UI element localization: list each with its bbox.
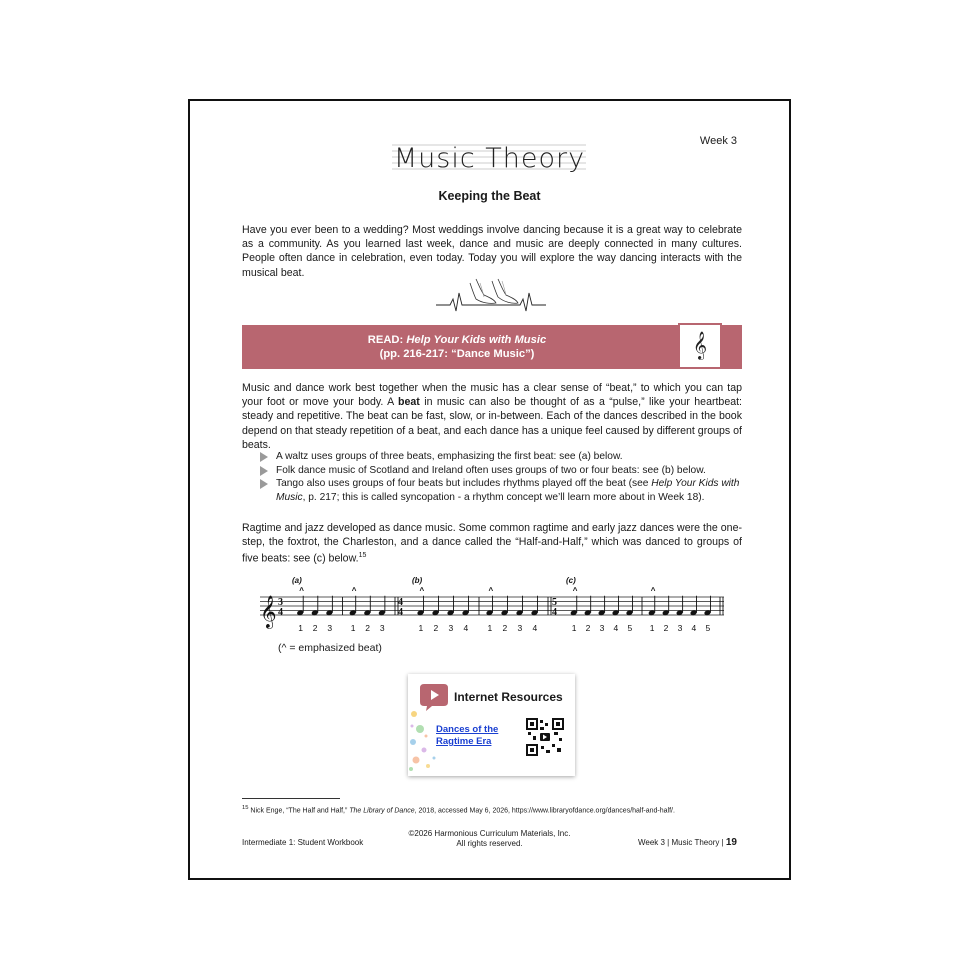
ragtime-paragraph — [242, 521, 742, 566]
time-signature-top: 5 — [552, 597, 557, 608]
time-signature-top: 3 — [278, 597, 283, 608]
resource-link-ragtime-dances[interactable] — [436, 724, 516, 748]
list-item-book-title: Help Your Kids with Music — [276, 478, 740, 503]
list-item — [260, 464, 744, 478]
treble-clef-icon: 𝄞 — [678, 323, 722, 369]
beat-number: 1 — [487, 623, 493, 633]
read-assignment-text — [242, 333, 672, 361]
resources-title: Internet Resources — [454, 690, 563, 704]
beat-number: 1 — [649, 623, 655, 633]
ragtime-paragraph-text: Ragtime and jazz developed as dance music. Some common ragtime and early jazz dances were the one-step, the foxtrot, the Charleston, and a dance called the “Half-and-Half,” which was danced to groups of five beats: see (c) below. — [242, 522, 742, 565]
footnote-divider — [242, 798, 340, 799]
beat-number: 3 — [327, 623, 333, 633]
notation-section-label: (a) — [292, 576, 302, 585]
list-item-text: A waltz uses groups of three beats, emphasizing the first beat: see (a) below. — [276, 451, 623, 462]
page-subtitle: Keeping the Beat — [438, 189, 541, 203]
treble-clef-icon: 𝄞 — [260, 595, 277, 628]
bullet-arrow-icon — [260, 479, 268, 489]
dancing-feet-illustration — [436, 277, 546, 319]
notation-section-label: (c) — [566, 576, 576, 585]
list-item-text: Folk dance music of Scotland and Ireland often uses groups of two or four beats: see (b) below. — [276, 464, 706, 476]
beat-number: 2 — [663, 623, 669, 633]
intro-paragraph: Have you ever been to a wedding? Most weddings involve dancing because it is a great way to celebrate as a community. As you learned last week, dance and music are deeply connected in many cultures. People often dance in celebration, even today. Today you will explore the way dancing interacts with the musical beat. — [242, 224, 742, 279]
beat-number: 4 — [532, 623, 538, 633]
accent-legend: (^ = emphasized beat) — [278, 642, 382, 654]
read-prefix: READ: — [367, 334, 407, 346]
time-signature-top: 4 — [398, 597, 403, 608]
rhythm-notation-staff — [258, 575, 728, 635]
footnote-author: Nick Enge, “The Half and Half,” — [248, 807, 350, 815]
page-title: Music Theory — [393, 143, 586, 174]
beat-number: 4 — [463, 623, 469, 633]
link-line-1[interactable]: Dances of the — [436, 724, 499, 735]
beat-number: 1 — [350, 623, 356, 633]
list-item-text-2: , p. 217; this is called syncopation - a rhythm concept we’ll learn more about in Week 18). — [302, 491, 705, 503]
time-signature-bottom: 4 — [552, 607, 557, 618]
beat-number: 5 — [705, 623, 711, 633]
accent-mark: ^ — [572, 586, 578, 595]
accent-mark: ^ — [488, 586, 494, 595]
list-item — [260, 450, 744, 464]
beat-paragraph-text-2: in music can also be thought of as a “pulse,” like your heartbeat: steady and repetitive. The beat can be fast, slow, or in-between. Each of the dances described in the book depend on that steady repetition of a beat, and each dance has a unique feel caused by different groups of beats. — [242, 396, 742, 451]
footnote-number: 15 — [242, 805, 249, 811]
beat-number: 2 — [585, 623, 591, 633]
footnote-details: , 2018, accessed May 6, 2026, https://www.libraryofdance.org/dances/half-and-half/. — [414, 807, 675, 815]
footer-page-info — [638, 837, 737, 848]
internet-resources-card — [408, 674, 575, 776]
footer-workbook-title: Intermediate 1: Student Workbook — [242, 838, 364, 847]
qr-code-icon[interactable] — [526, 718, 564, 756]
list-item — [260, 477, 744, 504]
beat-number: 1 — [418, 623, 424, 633]
beat-number: 5 — [627, 623, 633, 633]
beat-number: 4 — [613, 623, 619, 633]
copyright-line: ©2026 Harmonious Curriculum Materials, Inc. — [408, 829, 571, 838]
beat-number: 2 — [365, 623, 371, 633]
footer-section: Week 3 | Music Theory | — [637, 838, 726, 847]
footnote-source: The Library of Dance — [349, 807, 415, 815]
time-signature-bottom: 4 — [278, 607, 283, 618]
workbook-page — [188, 99, 791, 880]
beat-term: beat — [398, 396, 420, 409]
week-label: Week 3 — [699, 135, 737, 147]
beat-number: 2 — [502, 623, 508, 633]
title-area — [190, 141, 789, 181]
beat-paragraph — [242, 381, 742, 452]
read-pages: (pp. 216-217: “Dance Music”) — [379, 348, 535, 360]
footnote — [242, 805, 675, 814]
beat-number: 1 — [571, 623, 577, 633]
accent-mark: ^ — [351, 586, 357, 595]
list-item-text: Tango also uses groups of four beats but includes rhythms played off the beat (see — [276, 478, 652, 490]
beat-number: 3 — [677, 623, 683, 633]
beat-number: 1 — [298, 623, 303, 633]
bullet-arrow-icon — [260, 452, 268, 462]
time-signature-bottom: 4 — [398, 607, 403, 618]
beat-paragraph-text: Music and dance work best together when the music has a clear sense of “beat,” to which you can tap your foot or move your body. A — [242, 382, 742, 409]
beat-number: 3 — [379, 623, 385, 633]
play-button-icon[interactable] — [418, 682, 450, 712]
page-number: 19 — [725, 837, 737, 848]
beat-number: 3 — [599, 623, 605, 633]
dance-beat-list — [260, 450, 744, 504]
read-assignment-banner — [242, 325, 742, 369]
accent-mark: ^ — [419, 586, 425, 595]
link-line-2[interactable]: Ragtime Era — [436, 736, 492, 747]
footnote-reference: 15 — [358, 552, 367, 560]
beat-number: 3 — [448, 623, 454, 633]
bullet-arrow-icon — [260, 466, 268, 476]
notation-section-label: (b) — [412, 576, 423, 585]
beat-number: 4 — [691, 623, 697, 633]
beat-number: 2 — [312, 623, 318, 633]
accent-mark: ^ — [299, 586, 304, 595]
beat-number: 2 — [433, 623, 439, 633]
beat-number: 3 — [517, 623, 523, 633]
accent-mark: ^ — [650, 586, 656, 595]
read-book-title: Help Your Kids with Music — [406, 334, 547, 346]
rights-line: All rights reserved. — [456, 839, 523, 848]
